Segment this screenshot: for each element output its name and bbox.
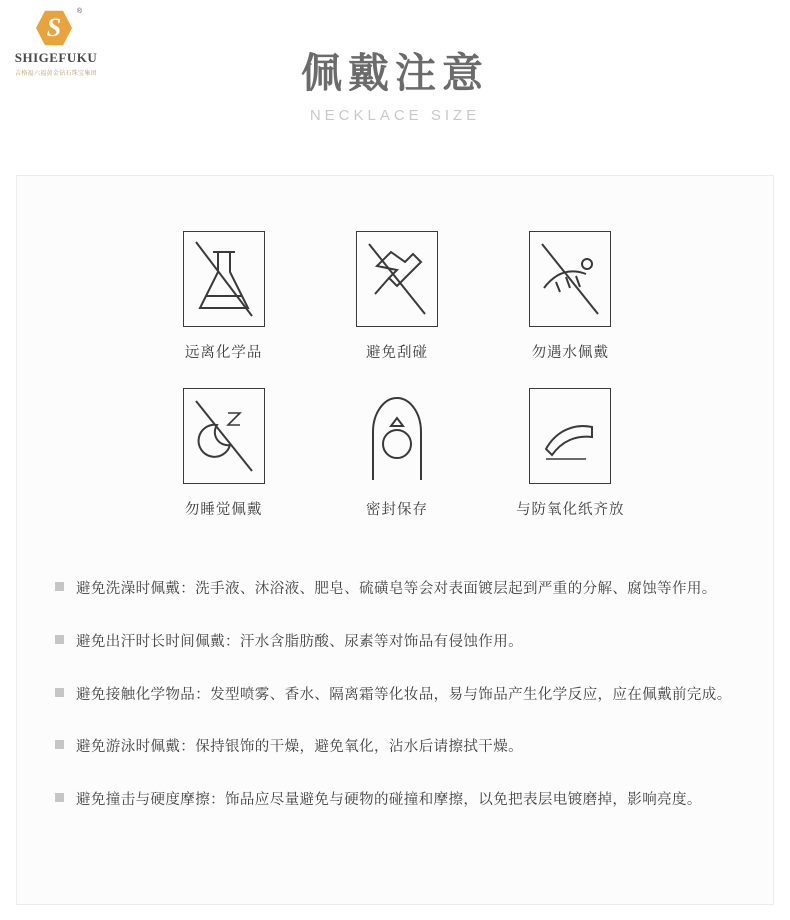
list-item (55, 787, 745, 814)
bullet-square-icon (55, 793, 64, 802)
no-sleep-moon-icon (183, 388, 265, 484)
brand-name: SHIGEFUKU (14, 50, 98, 65)
bullet-square-icon (55, 740, 64, 749)
care-caption: 密封保存 (365, 502, 428, 518)
care-item (137, 388, 310, 519)
list-item (55, 734, 745, 761)
content-panel (16, 175, 774, 905)
chemical-flask-icon (183, 231, 265, 327)
list-item-text: 避免游泳时佩戴：保持银饰的干燥，避免氧化，沾水后请擦拭干燥。 (76, 739, 523, 756)
list-item (55, 682, 745, 709)
page-title-area (0, 48, 790, 124)
registered-trademark-icon: ® (76, 8, 82, 15)
sealed-storage-ring-icon (356, 388, 438, 484)
care-item (484, 231, 657, 362)
list-item (55, 629, 745, 656)
care-caption: 与防氧化纸齐放 (516, 502, 625, 518)
list-item-text: 避免接触化学物品：发型喷雾、香水、隔离霜等化妆品，易与饰品产生化学反应，应在佩戴前完成。 (76, 686, 732, 703)
care-caption: 避免刮碰 (365, 345, 428, 361)
care-icon-grid (137, 231, 657, 545)
list-item-text: 避免撞击与硬度摩擦：饰品应尽量避免与硬物的碰撞和摩擦，以免把表层电镀磨掉，影响亮度。 (76, 792, 702, 809)
care-caption: 勿睡觉佩戴 (184, 502, 263, 518)
bullet-square-icon (55, 635, 64, 644)
anti-oxidation-paper-icon (529, 388, 611, 484)
page-title: 佩戴注意 (301, 50, 489, 96)
bullet-square-icon (55, 582, 64, 591)
care-item (310, 388, 483, 519)
list-item-text: 避免洗澡时佩戴：洗手液、沐浴液、肥皂、硫磺皂等会对表面镀层起到严重的分解、腐蚀等作用。 (76, 581, 717, 597)
care-item (137, 231, 310, 362)
list-item (55, 576, 745, 603)
logo-mark (36, 8, 82, 48)
care-notes-list (55, 576, 745, 840)
list-item-text: 避免出汗时长时间佩戴：汗水含脂肪酸、尿素等对饰品有侵蚀作用。 (76, 633, 523, 650)
brand-slogan: 吉格福六福黄金钻石珠宝集团 (15, 71, 97, 77)
logo-letter: S (46, 13, 62, 42)
no-water-hand-icon (529, 231, 611, 327)
care-item (484, 388, 657, 519)
bullet-square-icon (55, 688, 64, 697)
care-caption: 勿遇水佩戴 (531, 345, 610, 361)
hammer-no-scratch-icon (356, 231, 438, 327)
care-item (310, 231, 483, 362)
page-subtitle: NECKLACE SIZE (309, 107, 481, 125)
care-caption: 远离化学品 (184, 345, 263, 361)
